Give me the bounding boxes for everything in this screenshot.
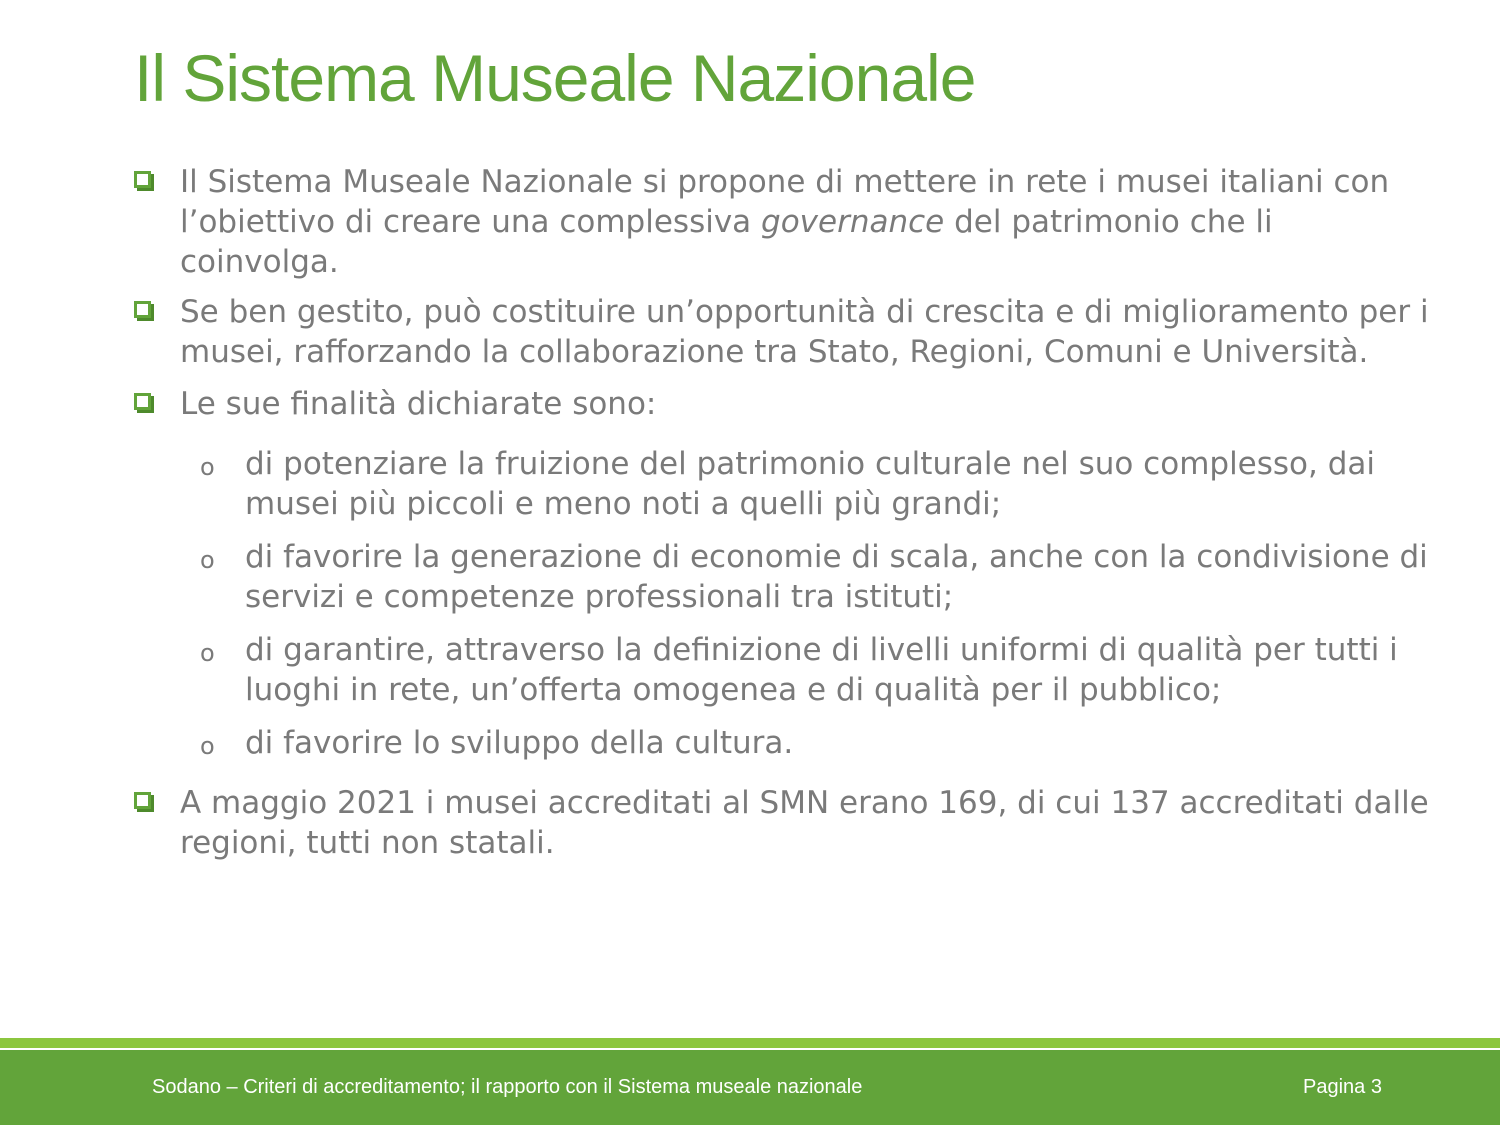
circle-bullet-icon: o bbox=[200, 546, 215, 574]
bullet-text: Se ben gestito, può costituire un’opportunità di crescita e di miglioramento per i musei, rafforzando la collaborazione tra Stato, Regioni, Comuni e Università. bbox=[180, 294, 1429, 370]
checkbox-bullet-icon bbox=[134, 301, 151, 318]
slide-content bbox=[134, 162, 1434, 863]
bullet-text: A maggio 2021 i musei accreditati al SMN erano 169, di cui 137 accreditati dalle regioni, tutti non statali. bbox=[180, 785, 1429, 861]
sub-bullet-item bbox=[134, 537, 1434, 617]
sub-bullet-text: di garantire, attraverso la definizione di livelli uniformi di qualità per tutti i luoghi in rete, un’offerta omogenea e di qualità per il pubblico; bbox=[245, 632, 1398, 708]
bullet-item bbox=[134, 384, 1434, 424]
sub-bullet-item bbox=[134, 723, 1434, 763]
sub-bullet-item bbox=[134, 444, 1434, 524]
slide-title: Il Sistema Museale Nazionale bbox=[134, 41, 976, 115]
circle-bullet-icon: o bbox=[200, 639, 215, 667]
checkbox-bullet-icon bbox=[134, 393, 151, 410]
checkbox-bullet-icon bbox=[134, 792, 151, 809]
bullet-item bbox=[134, 292, 1434, 372]
footer-caption: Sodano – Criteri di accreditamento; il rapporto con il Sistema museale nazionale bbox=[152, 1076, 863, 1098]
circle-bullet-icon: o bbox=[200, 732, 215, 760]
page-number: Pagina 3 bbox=[1303, 1076, 1382, 1098]
bullet-item bbox=[134, 783, 1434, 863]
sub-bullet-text: di favorire la generazione di economie di scala, anche con la condivisione di servizi e competenze professionali tra istituti; bbox=[245, 539, 1428, 615]
bullet-item bbox=[134, 162, 1434, 282]
bullet-text: Le sue finalità dichiarate sono: bbox=[180, 386, 657, 422]
sub-bullet-text: di potenziare la fruizione del patrimonio culturale nel suo complesso, dai musei più piccoli e meno noti a quelli più grandi; bbox=[245, 446, 1376, 522]
checkbox-bullet-icon bbox=[134, 171, 151, 188]
bullet-text: Il Sistema Museale Nazionale si propone di mettere in rete i musei italiani con l’obiettivo di creare una complessiva governance del patrimonio che li coinvolga. bbox=[180, 164, 1390, 280]
circle-bullet-icon: o bbox=[200, 453, 215, 481]
sub-bullet-item bbox=[134, 630, 1434, 710]
sub-bullet-text: di favorire lo sviluppo della cultura. bbox=[245, 725, 794, 761]
footer-divider bbox=[0, 1038, 1500, 1048]
